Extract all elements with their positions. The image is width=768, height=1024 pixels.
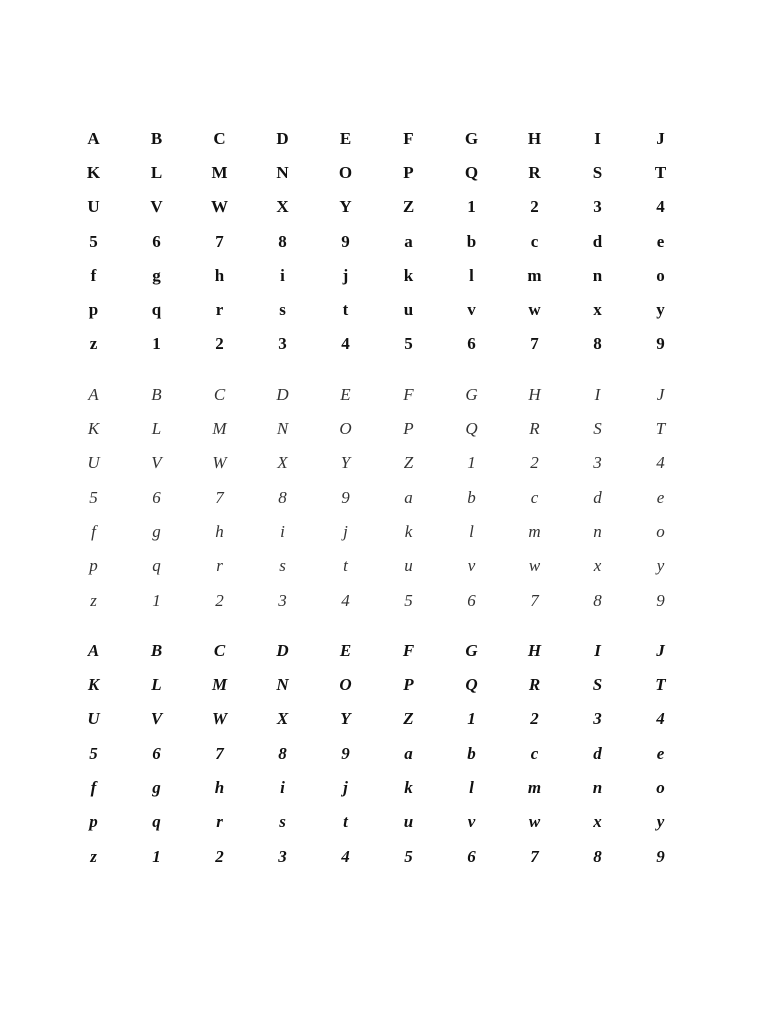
character-cell: Z <box>403 709 414 729</box>
character-cell: K <box>87 419 100 439</box>
character-cell: j <box>342 265 349 285</box>
character-cell: p <box>89 812 98 832</box>
character-cell: f <box>90 265 97 285</box>
character-cell: 1 <box>152 846 161 866</box>
character-cell: a <box>404 743 413 763</box>
character-cell: B <box>150 640 163 660</box>
character-cell: 4 <box>341 590 350 610</box>
character-cell: s <box>279 300 286 320</box>
character-cell: I <box>594 128 601 148</box>
character-cell: U <box>87 709 100 729</box>
character-cell: x <box>593 556 602 576</box>
character-cell: Q <box>465 675 478 695</box>
character-cell: 2 <box>530 453 539 473</box>
character-cell: 6 <box>152 231 161 251</box>
character-cell: q <box>152 812 161 832</box>
character-cell: V <box>150 709 163 729</box>
character-cell: r <box>215 300 224 320</box>
character-cell: 8 <box>278 231 287 251</box>
character-cell: 3 <box>278 846 287 866</box>
character-cell: 1 <box>467 453 476 473</box>
character-cell: m <box>527 265 542 285</box>
character-cell: 2 <box>215 846 224 866</box>
character-cell: G <box>465 384 478 404</box>
character-cell: 5 <box>89 743 98 763</box>
character-cell: U <box>87 197 100 217</box>
character-cell: 7 <box>215 743 224 763</box>
character-cell: e <box>656 231 665 251</box>
character-cell: F <box>402 640 415 660</box>
character-cell: p <box>88 300 99 320</box>
character-cell: s <box>279 556 286 576</box>
character-cell: i <box>280 521 285 541</box>
character-cell: A <box>87 128 100 148</box>
character-cell: E <box>340 384 351 404</box>
character-cell: i <box>280 265 285 285</box>
character-cell: O <box>339 675 352 695</box>
character-cell: v <box>467 556 476 576</box>
character-cell: j <box>343 521 348 541</box>
character-cell: c <box>530 743 539 763</box>
character-cell: b <box>467 487 476 507</box>
character-cell: J <box>656 128 665 148</box>
character-cell: z <box>89 334 98 354</box>
character-cell: 9 <box>341 487 350 507</box>
character-cell: I <box>594 384 601 404</box>
character-cell: n <box>592 777 603 797</box>
character-cell: 2 <box>530 709 539 729</box>
bold-character-grid <box>62 121 692 361</box>
character-cell: G <box>465 640 478 660</box>
character-cell: 7 <box>530 334 539 354</box>
character-cell: d <box>593 487 602 507</box>
character-cell: J <box>656 384 665 404</box>
character-cell: C <box>213 128 226 148</box>
character-cell: q <box>151 300 162 320</box>
character-cell: g <box>152 777 161 797</box>
character-cell: y <box>656 812 665 832</box>
character-cell: l <box>469 265 474 285</box>
character-cell: z <box>90 846 97 866</box>
character-cell: M <box>211 675 228 695</box>
character-cell: P <box>403 419 414 439</box>
character-cell: m <box>527 777 542 797</box>
character-cell: 4 <box>341 846 350 866</box>
character-cell: Y <box>340 709 351 729</box>
character-cell: s <box>279 812 286 832</box>
character-cell: g <box>152 265 161 285</box>
character-cell: 9 <box>656 334 665 354</box>
character-cell: N <box>276 162 289 182</box>
character-cell: S <box>592 162 603 182</box>
character-cell: I <box>594 640 601 660</box>
character-cell: X <box>277 453 288 473</box>
character-cell: E <box>339 128 352 148</box>
character-cell: w <box>528 556 541 576</box>
character-cell: 5 <box>404 334 413 354</box>
character-cell: c <box>530 231 539 251</box>
character-cell: T <box>654 162 667 182</box>
character-cell: 3 <box>593 197 602 217</box>
character-cell: 5 <box>89 487 98 507</box>
character-cell: l <box>469 777 474 797</box>
character-cell: a <box>404 231 413 251</box>
character-cell: 3 <box>593 453 602 473</box>
character-cell: H <box>528 384 541 404</box>
character-cell: 6 <box>467 334 476 354</box>
character-cell: B <box>150 128 163 148</box>
character-cell: S <box>592 675 603 695</box>
character-cell: X <box>276 709 289 729</box>
character-cell: r <box>216 556 223 576</box>
character-cell: 7 <box>215 231 224 251</box>
character-cell: k <box>404 521 413 541</box>
character-cell: P <box>403 675 414 695</box>
character-cell: T <box>655 675 666 695</box>
character-specimen-page <box>62 121 692 873</box>
character-cell: 7 <box>530 590 539 610</box>
character-cell: e <box>656 487 665 507</box>
character-cell: h <box>214 265 225 285</box>
character-cell: S <box>593 419 602 439</box>
character-cell: f <box>90 777 97 797</box>
character-cell: W <box>211 709 228 729</box>
character-cell: v <box>467 812 476 832</box>
character-cell: u <box>403 812 414 832</box>
character-cell: Z <box>402 197 415 217</box>
character-cell: Y <box>339 197 352 217</box>
character-cell: O <box>338 162 353 182</box>
character-cell: 1 <box>467 709 476 729</box>
character-cell: N <box>276 675 289 695</box>
character-cell: o <box>656 777 665 797</box>
character-cell: U <box>87 453 100 473</box>
character-cell: 8 <box>278 743 287 763</box>
character-cell: M <box>211 162 228 182</box>
character-cell: 1 <box>467 197 476 217</box>
character-cell: q <box>152 556 161 576</box>
character-cell: 2 <box>215 334 224 354</box>
character-cell: 8 <box>278 487 287 507</box>
character-cell: x <box>593 812 602 832</box>
character-cell: F <box>403 384 414 404</box>
character-cell: x <box>593 300 602 320</box>
character-cell: w <box>528 812 541 832</box>
character-cell: 3 <box>593 709 602 729</box>
character-cell: R <box>528 162 541 182</box>
character-cell: t <box>343 556 348 576</box>
character-cell: F <box>403 128 414 148</box>
character-cell: 9 <box>341 743 350 763</box>
character-cell: l <box>469 521 474 541</box>
character-cell: K <box>87 675 100 695</box>
character-cell: D <box>276 640 289 660</box>
character-cell: w <box>528 300 541 320</box>
character-cell: z <box>90 590 97 610</box>
character-cell: 2 <box>530 197 539 217</box>
character-cell: 7 <box>530 846 539 866</box>
character-cell: 4 <box>656 197 665 217</box>
character-cell: n <box>592 265 603 285</box>
character-cell: 8 <box>593 334 602 354</box>
bold-italic-character-grid <box>62 633 692 873</box>
character-cell: 9 <box>656 590 665 610</box>
character-cell: R <box>529 419 540 439</box>
character-cell: h <box>215 521 224 541</box>
character-cell: 5 <box>404 590 413 610</box>
character-cell: H <box>527 128 542 148</box>
character-cell: d <box>593 743 602 763</box>
character-cell: C <box>213 640 226 660</box>
character-cell: 9 <box>656 846 665 866</box>
character-cell: 1 <box>152 334 161 354</box>
character-cell: 6 <box>467 846 476 866</box>
character-cell: 6 <box>152 487 161 507</box>
character-cell: N <box>276 419 289 439</box>
character-cell: R <box>528 675 541 695</box>
character-cell: 4 <box>656 709 665 729</box>
character-cell: u <box>403 300 414 320</box>
character-cell: 8 <box>593 846 602 866</box>
character-cell: D <box>276 128 289 148</box>
character-cell: y <box>656 556 665 576</box>
character-cell: X <box>276 197 289 217</box>
character-cell: n <box>593 521 602 541</box>
character-cell: D <box>276 384 289 404</box>
character-cell: t <box>342 300 349 320</box>
character-cell: A <box>88 384 99 404</box>
character-cell: P <box>403 162 414 182</box>
character-cell: 1 <box>152 590 161 610</box>
character-cell: 6 <box>467 590 476 610</box>
character-cell: v <box>467 300 476 320</box>
character-cell: a <box>404 487 413 507</box>
character-cell: G <box>464 128 479 148</box>
character-cell: d <box>592 231 603 251</box>
character-cell: Q <box>464 162 479 182</box>
character-cell: o <box>656 521 665 541</box>
character-cell: b <box>466 231 477 251</box>
character-cell: Z <box>403 453 414 473</box>
character-cell: t <box>343 812 348 832</box>
character-cell: j <box>343 777 348 797</box>
italic-character-grid <box>62 377 692 617</box>
character-cell: W <box>211 197 228 217</box>
character-cell: 4 <box>341 334 350 354</box>
character-cell: A <box>87 640 100 660</box>
character-cell: L <box>151 419 162 439</box>
character-cell: p <box>89 556 98 576</box>
character-cell: y <box>656 300 665 320</box>
character-cell: m <box>528 521 541 541</box>
character-cell: Q <box>465 419 478 439</box>
character-cell: k <box>404 777 413 797</box>
character-cell: E <box>339 640 352 660</box>
character-cell: V <box>150 197 163 217</box>
character-cell: K <box>86 162 101 182</box>
character-cell: V <box>151 453 162 473</box>
character-cell: k <box>403 265 414 285</box>
character-cell: 8 <box>593 590 602 610</box>
character-cell: J <box>656 640 665 660</box>
character-cell: h <box>214 777 225 797</box>
character-cell: e <box>656 743 665 763</box>
character-cell: W <box>212 453 227 473</box>
character-cell: C <box>213 384 226 404</box>
character-cell: Y <box>340 453 351 473</box>
character-cell: 6 <box>152 743 161 763</box>
character-cell: 3 <box>278 334 287 354</box>
character-cell: c <box>530 487 539 507</box>
character-cell: 3 <box>278 590 287 610</box>
character-cell: r <box>216 812 223 832</box>
character-cell: T <box>655 419 666 439</box>
character-cell: L <box>150 162 163 182</box>
character-cell: 2 <box>215 590 224 610</box>
character-cell: g <box>152 521 161 541</box>
character-cell: i <box>280 777 285 797</box>
character-cell: 5 <box>404 846 413 866</box>
character-cell: B <box>151 384 162 404</box>
character-cell: f <box>91 521 96 541</box>
character-cell: M <box>212 419 227 439</box>
character-cell: b <box>467 743 476 763</box>
character-cell: u <box>404 556 413 576</box>
character-cell: H <box>527 640 542 660</box>
character-cell: L <box>151 675 162 695</box>
character-cell: o <box>656 265 665 285</box>
character-cell: 4 <box>656 453 665 473</box>
character-cell: 9 <box>341 231 350 251</box>
character-cell: 7 <box>215 487 224 507</box>
character-cell: 5 <box>89 231 98 251</box>
character-cell: O <box>339 419 352 439</box>
